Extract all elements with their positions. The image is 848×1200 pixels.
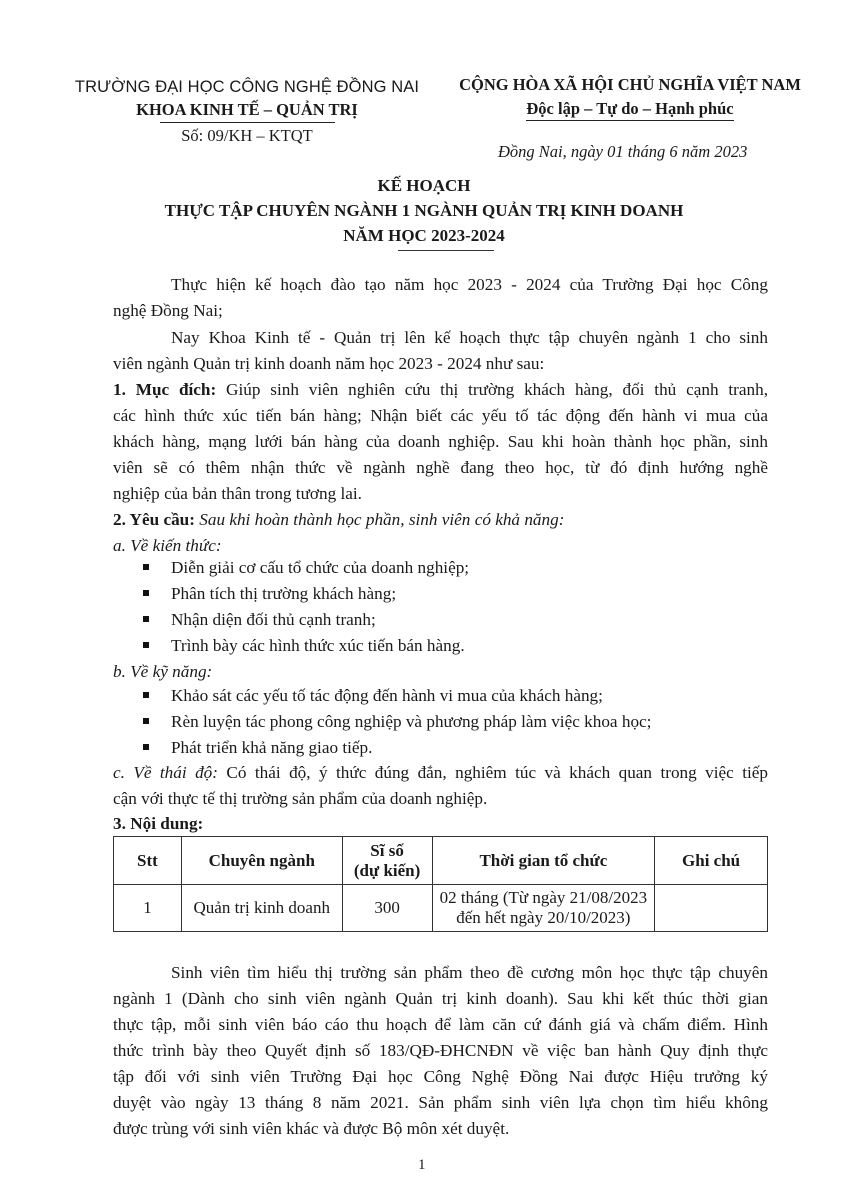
intro-p2-line1: Nay Khoa Kinh tế - Quản trị lên kế hoạch thực tập chuyên ngành 1 cho sinh xyxy=(171,328,768,347)
bullet-square-icon xyxy=(143,744,149,750)
para-line: tập đối với sinh viên Trường Đại học Công Nghệ Đồng Nai được Hiệu trưởng ký xyxy=(113,1067,768,1086)
cell-time-line2: đến hết ngày 20/10/2023) xyxy=(456,908,631,927)
table-row xyxy=(114,885,768,932)
title-underline xyxy=(398,250,494,251)
header-time: Thời gian tổ chức xyxy=(432,837,655,885)
list-item-text: Nhận diện đối thủ cạnh tranh; xyxy=(171,610,376,629)
header-count-line1: Sĩ số xyxy=(370,840,404,860)
para-line: Sinh viên tìm hiểu thị trường sản phẩm theo đề cương môn học thực tập chuyên xyxy=(171,963,768,982)
para-line: ngành 1 (Dành cho sinh viên ngành Quản trị kinh doanh). Sau khi kết thúc thời gian xyxy=(113,989,768,1008)
list-item-text: Diễn giải cơ cấu tổ chức của doanh nghiệp; xyxy=(171,558,470,577)
para-line: thức trình bày theo Quyết định số 183/QĐ-ĐHCNĐN về việc ban hành Quy định thực xyxy=(113,1041,768,1060)
bullet-square-icon xyxy=(143,616,149,622)
cell-count: 300 xyxy=(342,885,432,932)
faculty-name: KHOA KINH TẾ – QUẢN TRỊ xyxy=(136,100,358,119)
list-item-text: Rèn luyện tác phong công nghiệp và phương pháp làm việc khoa học; xyxy=(171,712,652,731)
section2c-label: c. Về thái độ: xyxy=(113,763,218,782)
list-item xyxy=(143,581,396,607)
list-item xyxy=(143,633,465,659)
bullet-square-icon xyxy=(143,692,149,698)
section1-text-1: Giúp sinh viên nghiên cứu thị trường khách hàng, đối thủ cạnh tranh, xyxy=(216,380,768,399)
list-item xyxy=(143,683,603,709)
list-item-text: Trình bày các hình thức xúc tiến bán hàng. xyxy=(171,636,465,655)
header-count-line2: (dự kiến) xyxy=(353,860,421,880)
section1-line1 xyxy=(113,377,768,403)
nation-name: CỘNG HÒA XÃ HỘI CHỦ NGHĨA VIỆT NAM xyxy=(459,75,801,94)
list-item xyxy=(143,555,469,581)
section1-line5: nghiệp của bản thân trong tương lai. xyxy=(113,484,362,503)
list-item xyxy=(143,709,651,735)
section1-heading: 1. Mục đích: xyxy=(113,380,217,399)
title-line-3: NĂM HỌC 2023-2024 xyxy=(343,226,505,245)
cell-time-line1: 02 tháng (Từ ngày 21/08/2023 xyxy=(439,888,648,907)
section2-heading: 2. Yêu cầu: xyxy=(113,510,195,529)
list-item-text: Phân tích thị trường khách hàng; xyxy=(171,584,397,603)
header-major: Chuyên ngành xyxy=(181,837,342,885)
bullet-square-icon xyxy=(143,564,149,570)
para-line: duyệt vào ngày 13 tháng 8 năm 2021. Sản phẩm sinh viên lựa chọn tìm hiểu không xyxy=(113,1093,768,1112)
list-item xyxy=(143,735,372,761)
intro-p1-line1: Thực hiện kế hoạch đào tạo năm học 2023 - 2024 của Trường Đại học Công xyxy=(171,275,768,294)
section2-intro-text: Sau khi hoàn thành học phần, sinh viên có khả năng: xyxy=(194,510,565,529)
list-item-text: Khảo sát các yếu tố tác động đến hành vi mua của khách hàng; xyxy=(171,686,603,705)
bullet-square-icon xyxy=(143,642,149,648)
section1-line3: khách hàng, mạng lưới bán hàng của doanh nghiệp. Sau khi hoàn thành học phần, sinh xyxy=(113,432,768,451)
cell-time xyxy=(432,885,655,932)
cell-major: Quản trị kinh doanh xyxy=(181,885,342,932)
intro-p1-line2: nghệ Đồng Nai; xyxy=(113,301,223,320)
table-header-row xyxy=(114,837,768,885)
section1-line4: viên sẽ có thêm nhận thức về ngành nghề đang theo học, từ đó định hướng nghề xyxy=(113,458,768,477)
section1-line2: các hình thức xúc tiến bán hàng; Nhận biết các yếu tố tác động đến hành vi mua của xyxy=(113,406,768,425)
header-count xyxy=(342,837,432,885)
document-number: Số: 09/KH – KTQT xyxy=(181,126,313,145)
section2c-line2: cận với thực tế thị trường sản phẩm của doanh nghiệp. xyxy=(113,789,488,808)
section2c-line1 xyxy=(113,760,768,786)
section2a-label: a. Về kiến thức: xyxy=(113,536,222,555)
intro-p2-line2: viên ngành Quản trị kinh doanh năm học 2023 - 2024 như sau: xyxy=(113,354,545,373)
title-line-1: KẾ HOẠCH xyxy=(377,176,471,195)
para-line: được trùng với sinh viên khác và được Bộ môn xét duyệt. xyxy=(113,1119,510,1138)
section3-heading: 3. Nội dung: xyxy=(113,814,204,833)
para-line: thực tập, mỗi sinh viên báo cáo thu hoạch để làm căn cứ đánh giá và chấm điểm. Hình xyxy=(113,1015,768,1034)
bullet-square-icon xyxy=(143,590,149,596)
national-header xyxy=(440,72,820,121)
cell-stt: 1 xyxy=(114,885,182,932)
section2c-text-1: Có thái độ, ý thức đúng đắn, nghiêm túc và khách quan trong việc tiếp xyxy=(217,763,768,782)
list-item xyxy=(143,607,376,633)
school-name: TRƯỜNG ĐẠI HỌC CÔNG NGHỆ ĐỒNG NAI xyxy=(74,78,420,96)
section2-intro xyxy=(113,507,768,533)
header-stt: Stt xyxy=(114,837,182,885)
document-title xyxy=(100,173,748,248)
schedule-table xyxy=(113,836,768,932)
section2b-label: b. Về kỹ năng: xyxy=(113,662,213,681)
list-item-text: Phát triển khả năng giao tiếp. xyxy=(171,738,373,757)
cell-note xyxy=(655,885,768,932)
bullet-square-icon xyxy=(143,718,149,724)
faculty-underline xyxy=(160,122,335,123)
issuer-header xyxy=(62,76,432,148)
page-number: 1 xyxy=(418,1157,426,1173)
title-line-2: THỰC TẬP CHUYÊN NGÀNH 1 NGÀNH QUẢN TRỊ KINH DOANH xyxy=(164,201,684,220)
date-line: Đồng Nai, ngày 01 tháng 6 năm 2023 xyxy=(498,142,748,161)
national-motto: Độc lập – Tự do – Hạnh phúc xyxy=(526,98,733,121)
header-note: Ghi chú xyxy=(655,837,768,885)
